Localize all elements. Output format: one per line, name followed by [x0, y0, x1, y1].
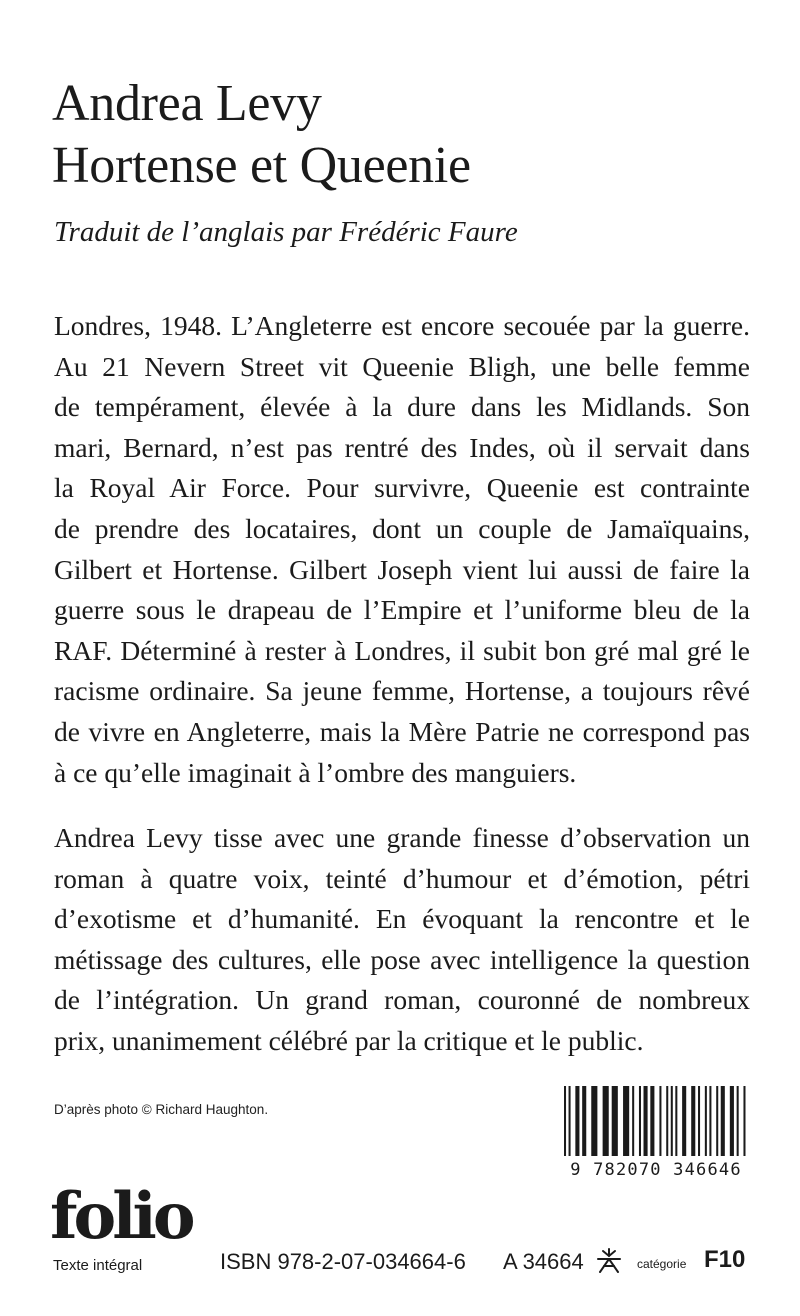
barcode-bar — [716, 1086, 718, 1156]
barcode-bar — [612, 1086, 618, 1156]
blurb-paragraph-1 — [54, 306, 750, 793]
blurb-line: d’exotisme et d’humanité. En évoquant la rencontre et le — [54, 903, 750, 935]
barcode-bar — [721, 1086, 725, 1156]
barcode-bar — [564, 1086, 566, 1156]
blurb-line: de tempérament, élevée à la dure dans les Midlands. Son — [54, 391, 750, 423]
blurb-line: roman à quatre voix, teinté d’humour et d’émotion, pétri — [54, 862, 750, 894]
barcode-bar — [709, 1086, 711, 1156]
blurb-line: racisme ordinaire. Sa jeune femme, Hortense, a toujours rêvé — [54, 675, 750, 707]
category-code: F10 — [704, 1246, 746, 1273]
category-label: catégorie — [637, 1257, 687, 1271]
barcode-bar — [682, 1086, 686, 1156]
blurb-line: de prendre des locataires, dont un couple de Jamaïquains, — [54, 512, 750, 544]
blurb-paragraph-2 — [54, 818, 750, 1062]
barcode-bar — [575, 1086, 579, 1156]
barcode — [563, 1086, 749, 1186]
blurb-line: la Royal Air Force. Pour survivre, Queenie est contrainte — [54, 472, 750, 504]
barcode-bar — [632, 1086, 634, 1156]
blurb-line: métissage des cultures, elle pose avec intelligence la question — [54, 943, 750, 975]
book-title: Hortense et Queenie — [52, 137, 471, 194]
blurb-line: à ce qu’elle imaginait à l’ombre des manguiers. — [54, 756, 577, 788]
blurb-line: Andrea Levy tisse avec une grande finesse d’observation un — [54, 822, 750, 853]
barcode-bar — [659, 1086, 661, 1156]
blurb-line: Gilbert et Hortense. Gilbert Joseph vient lui aussi de faire la — [54, 553, 750, 585]
isbn: ISBN 978-2-07-034664-6 — [220, 1249, 466, 1274]
photo-credit: D’après photo © Richard Haughton. — [54, 1102, 269, 1117]
barcode-bar — [730, 1086, 734, 1156]
barcode-bars — [563, 1086, 749, 1166]
blurb-line: de vivre en Angleterre, mais la Mère Patrie ne correspond pas — [54, 715, 750, 747]
barcode-bar — [591, 1086, 597, 1156]
barcode-bar — [644, 1086, 648, 1156]
barcode-bar — [737, 1086, 739, 1156]
blurb-line: de l’intégration. Un grand roman, couronné de nombreux — [54, 984, 750, 1016]
barcode-bar — [698, 1086, 700, 1156]
barcode-bar — [675, 1086, 677, 1156]
author-name: Andrea Levy — [52, 75, 322, 132]
barcode-bar — [639, 1086, 641, 1156]
collection-label: Texte intégral — [53, 1257, 143, 1274]
barcode-bar — [569, 1086, 571, 1156]
blurb-line: Au 21 Nevern Street vit Queenie Bligh, une belle femme — [54, 350, 750, 382]
reference-number: A 34664 — [503, 1249, 584, 1274]
barcode-bar — [666, 1086, 668, 1156]
barcode-bar — [623, 1086, 629, 1156]
blurb-line: mari, Bernard, n’est pas rentré des Indes, où il servait dans — [54, 431, 750, 463]
barcode-bar — [743, 1086, 745, 1156]
translator-credit: Traduit de l’anglais par Frédéric Faure — [54, 216, 518, 248]
barcode-bar — [705, 1086, 707, 1156]
barcode-bar — [691, 1086, 695, 1156]
barcode-bar — [671, 1086, 673, 1156]
blurb-line: guerre sous le drapeau de l’Empire et l’uniforme bleu de la — [54, 594, 750, 626]
barcode-number: 9 782070 346646 — [570, 1160, 742, 1180]
blurb-line: prix, unanimement célébré par la critique et le public. — [54, 1024, 644, 1056]
blurb-line: Londres, 1948. L’Angleterre est encore secouée par la guerre. — [54, 310, 750, 341]
folio-logo: folio — [50, 1179, 192, 1254]
gallimard-emblem-icon — [594, 1247, 624, 1275]
barcode-bar — [603, 1086, 609, 1156]
blurb-line: RAF. Déterminé à rester à Londres, il subit bon gré mal gré le — [54, 634, 750, 666]
barcode-bar — [650, 1086, 654, 1156]
barcode-bar — [582, 1086, 586, 1156]
